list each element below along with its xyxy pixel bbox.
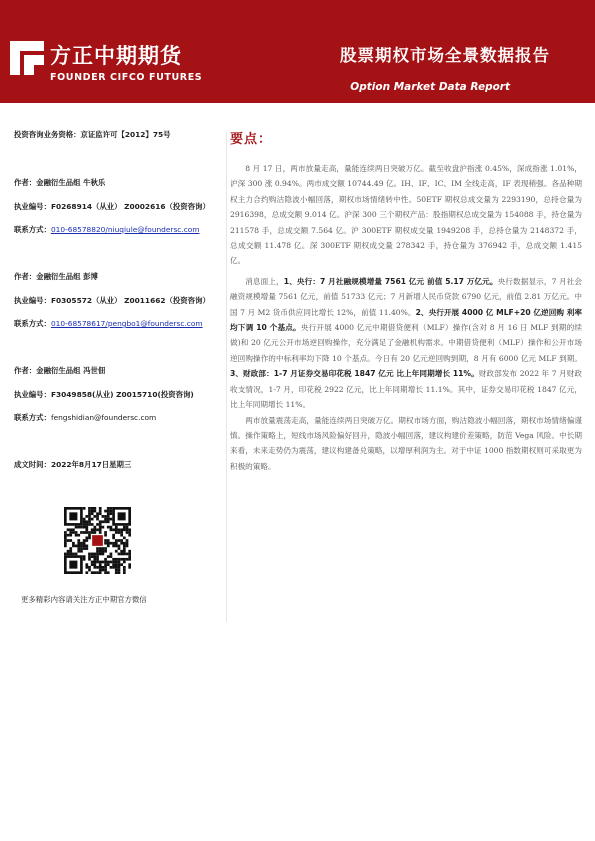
- founder-logo-icon: [10, 41, 44, 75]
- wechat-qr-code-icon: [64, 507, 131, 574]
- qr-caption: 更多精彩内容请关注方正中期官方微信: [21, 595, 147, 604]
- license-number: 执业编号：F0305572（从业） Z0011662（投资咨询）: [14, 296, 210, 305]
- author-line: 作者：金融衍生品组 冯世佃: [14, 366, 106, 375]
- author-line: 作者：金融衍生品组 彭博: [14, 272, 98, 281]
- contact-label: 联系方式：: [14, 225, 51, 234]
- publish-date: 成文时间：2022年8月17日星期三: [14, 460, 132, 469]
- license-number: 执业编号：F3049858(从业) Z0015710(投资咨询): [14, 390, 194, 399]
- company-name-cn: 方正中期期货: [50, 44, 182, 68]
- contact-email: fengshidian@foundersc.com: [50, 413, 157, 422]
- news-item-2-headline: 2、央行开展 4000 亿 MLF+20 亿逆回购 利率均下调 10 个基点。: [230, 307, 582, 333]
- news-item-1-headline: 1、央行：7 月社融规模增量 7561 亿元 前值 5.17 万亿元。: [283, 276, 498, 286]
- key-points-heading: 要点：: [230, 132, 273, 147]
- news-item-3-headline: 3、财政部：1-7 月证券交易印花税 1847 亿元 比上年同期增长 11%。: [230, 369, 479, 379]
- contact-line: [14, 318, 203, 329]
- news-lead: 消息面上，: [245, 276, 284, 286]
- strategy-paragraph: 两市放量震荡走高，量能连续两日突破万亿。期权市场方面，购沽隐波小幅回落，期权市场情绪偏谨慎。操作策略上，短线市场风险偏好回升，隐波小幅回落，建议构建价差策略，防范 Vega 风险。中长期来看，未来走势仍为震荡，建议构建备兑策略，以增厚利润为主。对于中证 1000 指数期权则可采取更为积极的策略。: [230, 415, 582, 471]
- report-subtitle: Option Market Data Report: [350, 81, 510, 93]
- contact-label: 联系方式：: [14, 319, 51, 328]
- news-paragraph: [230, 274, 582, 413]
- license-number: 执业编号：F0268914（从业） Z0002616（投资咨询）: [14, 202, 210, 211]
- contact-link[interactable]: 010-68578820/niuqiule@foundersc.com: [50, 225, 200, 234]
- contact-line: [14, 412, 156, 423]
- key-points-section: [230, 128, 582, 474]
- report-title: 股票期权市场全景数据报告: [340, 46, 550, 65]
- market-summary-paragraph: 8 月 17 日，两市放量走高，量能连续两日突破万亿。截至收盘沪指涨 0.45%，深成指涨 1.01%，沪深 300 涨 0.94%。两市成交额 10744.49 亿。IH、IF、IC、IM 全线走高，IF 表现稍强。各品种期权主力合约购沽隐波小幅回落，期权市场情绪转中性。50ETF 期权总成交量为 2293190，总持仓量为 2916398，总成交额 9.014 亿。沪深 300 三个期权产品：股指期权总成交量为 154088 手，持仓量为 211578 手，总成交额 7.564 亿。沪 300ETF 期权成交量 1949208 手，总持仓量为 2148372 手，总成交额 11.478 亿。深 300ETF 期权成交量 278342 手，持仓量为 376942 手，总成交额 1.415 亿。: [230, 164, 582, 266]
- column-divider: [226, 132, 227, 622]
- news-item-3-text: 财政部发布 2022 年 7 月财政收支情况，1-7 月，印花税 2922 亿元，比上年同期增长 11.1%。其中，证券交易印花税 1847 亿元，比上年同期增长 11%。: [230, 369, 583, 410]
- company-name-en: FOUNDER CIFCO FUTURES: [50, 72, 203, 83]
- report-header-banner: [0, 0, 595, 103]
- license-statement: 投资咨询业务资格：京证监许可【2012】75号: [14, 130, 171, 139]
- contact-line: [14, 224, 200, 235]
- news-item-1-text: 央行数据显示，7 月社会融资规模增量 7561 亿元，前值 51733 亿元；7 月新增人民币贷款 6790 亿元，前值 2.81 万亿元。中国 7 月 M2 货币供应同比增长 12%，前值 11.40%。: [230, 276, 582, 317]
- contact-link[interactable]: 010-68578617/pengbo1@foundersc.com: [50, 319, 203, 328]
- contact-label: 联系方式：: [14, 413, 51, 422]
- author-line: 作者：金融衍生品组 牛秋乐: [14, 178, 106, 187]
- news-item-2-text: 央行开展 4000 亿元中期借贷便利（MLF）操作(含对 8 月 16 日 MLF 到期的续做)和 20 亿元公开市场逆回购操作，充分满足了金融机构需求。中期借贷便利（MLF）操作和公开市场逆回购操作的中标利率均下降 10 个基点。今日有 20 亿元逆回购到期，8 月有 6000 亿元 MLF 到期。: [230, 323, 582, 363]
